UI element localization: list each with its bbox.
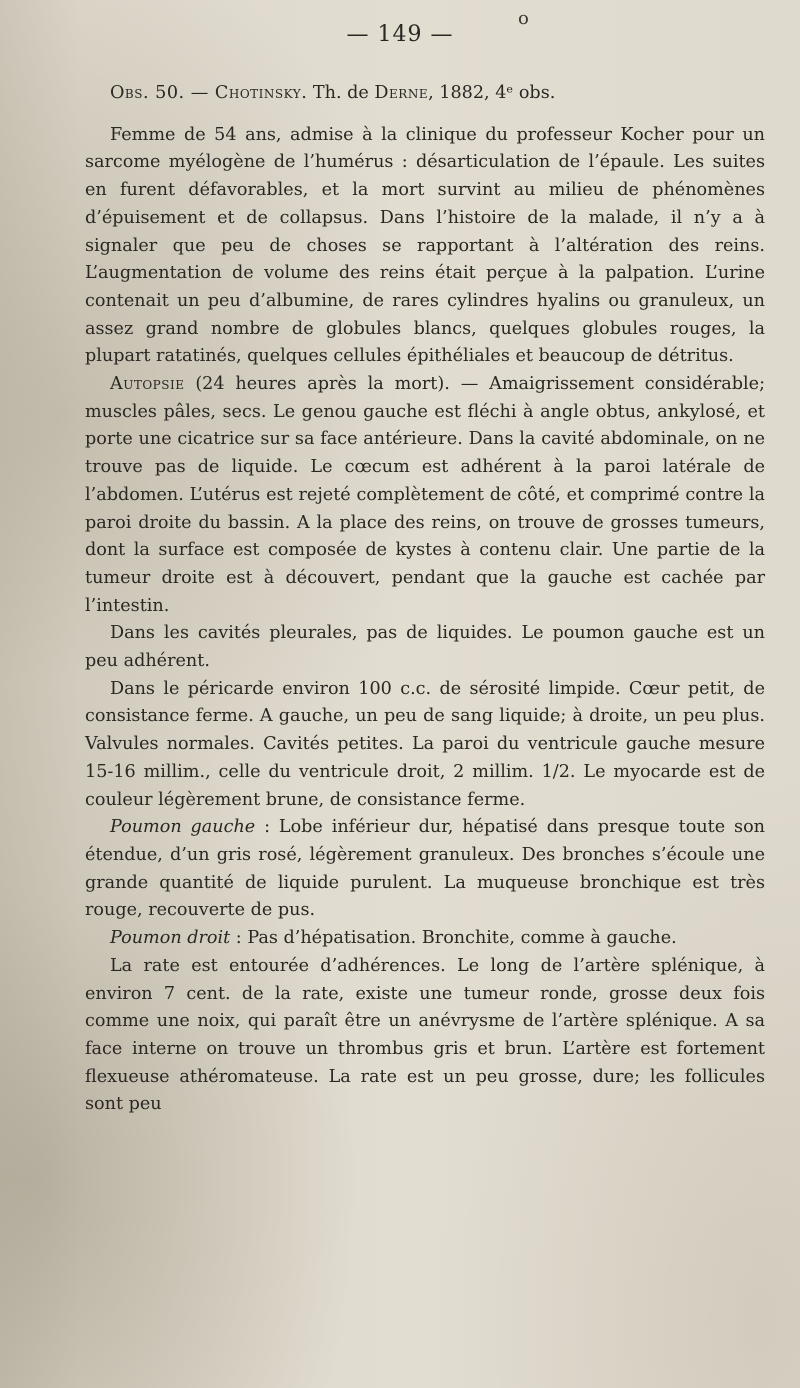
paragraph-history: Femme de 54 ans, admise à la clinique du professeur Kocher pour un sarcome myélogène de l’humérus : désarticulation de l’épaule. Les suites en furent défavorables, et la mort survint au milieu de phénomènes d’épuisement et de collapsus. Dans l’histoire de la malade, il n’y a à signaler que peu de choses se rapportant à l’altération des reins. L’augmentation de volume des reins était perçue à la palpation. L’urine contenait un peu d’albumine, de rares cylindres hyalins ou granuleux, un assez grand nombre de globules blancs, quelques globules rouges, la plupart ratatinés, quelques cellules épithéliales et beaucoup de détritus.	[85, 124, 765, 367]
heading-city: Derne	[374, 83, 429, 103]
page-number: — 149 —	[346, 22, 454, 47]
paragraph-left-lung	[85, 814, 765, 925]
right-lung-text: : Pas d’hépatisation. Bronchite, comme à gauche.	[230, 928, 677, 949]
body-text	[85, 80, 765, 1119]
autopsy-label: Autopsie	[110, 374, 185, 395]
paragraph-right-lung	[85, 925, 765, 953]
left-lung-text: : Lobe inférieur dur, hépatisé dans presque toute son étendue, d’un gris rosé, légèrement granuleux. Des bronches s’écoule une grande quantité de liquide purulent. La muqueuse bronchique est très rouge, recouverte de pus.	[85, 817, 765, 921]
paragraph-pericardium: Dans le péricarde environ 100 c.c. de sérosité limpide. Cœur petit, de consistance ferme. A gauche, un peu de sang liquide; à droite, un peu plus. Valvules normales. Cavités petites. La paroi du ventricule gauche mesure 15-16 millim., celle du ventricule droit, 2 millim. 1/2. Le myocarde est de couleur légèrement brune, de consistance ferme.	[85, 678, 765, 810]
autopsy-text: (24 heures après la mort). — Amaigrissement considérable; muscles pâles, secs. Le genou gauche est fléchi à angle obtus, ankylosé, et porte une cicatrice sur sa face antérieure. Dans la cavité abdominale, on ne trouve pas de liquide. Le cœcum est adhérent à la paroi latérale de l’abdomen. L’utérus est rejeté complètement de côté, et comprimé contre la paroi droite du bassin. A la place des reins, on trouve de grosses tumeurs, dont la surface est composée de kystes à contenu clair. Une partie de la tumeur droite est à découvert, pendant que la gauche est cachée par l’intestin.	[85, 374, 765, 616]
left-lung-label: Poumon gauche	[110, 817, 256, 838]
heading-tail: , 1882, 4ᵉ obs.	[428, 83, 556, 103]
right-lung-label: Poumon droit	[110, 928, 231, 949]
paragraph-pleura: Dans les cavités pleurales, pas de liquides. Le poumon gauche est un peu adhérent.	[85, 623, 765, 672]
observation-heading	[85, 80, 765, 108]
paragraph-autopsy	[85, 371, 765, 620]
heading-rest: Th. de	[307, 83, 375, 103]
corner-mark: o	[518, 8, 529, 29]
paragraph-spleen: La rate est entourée d’adhérences. Le long de l’artère splénique, à environ 7 cent. de la rate, existe une tumeur ronde, grosse deux fois comme une noix, qui paraît être un anévrysme de l’artère splénique. A sa face interne on trouve un thrombus gris et brun. L’artère est fortement flexueuse athéromateuse. La rate est un peu grosse, dure; les follicules sont peu	[85, 955, 765, 1115]
heading-label: Obs. 50. — Chotinsky.	[110, 83, 308, 103]
